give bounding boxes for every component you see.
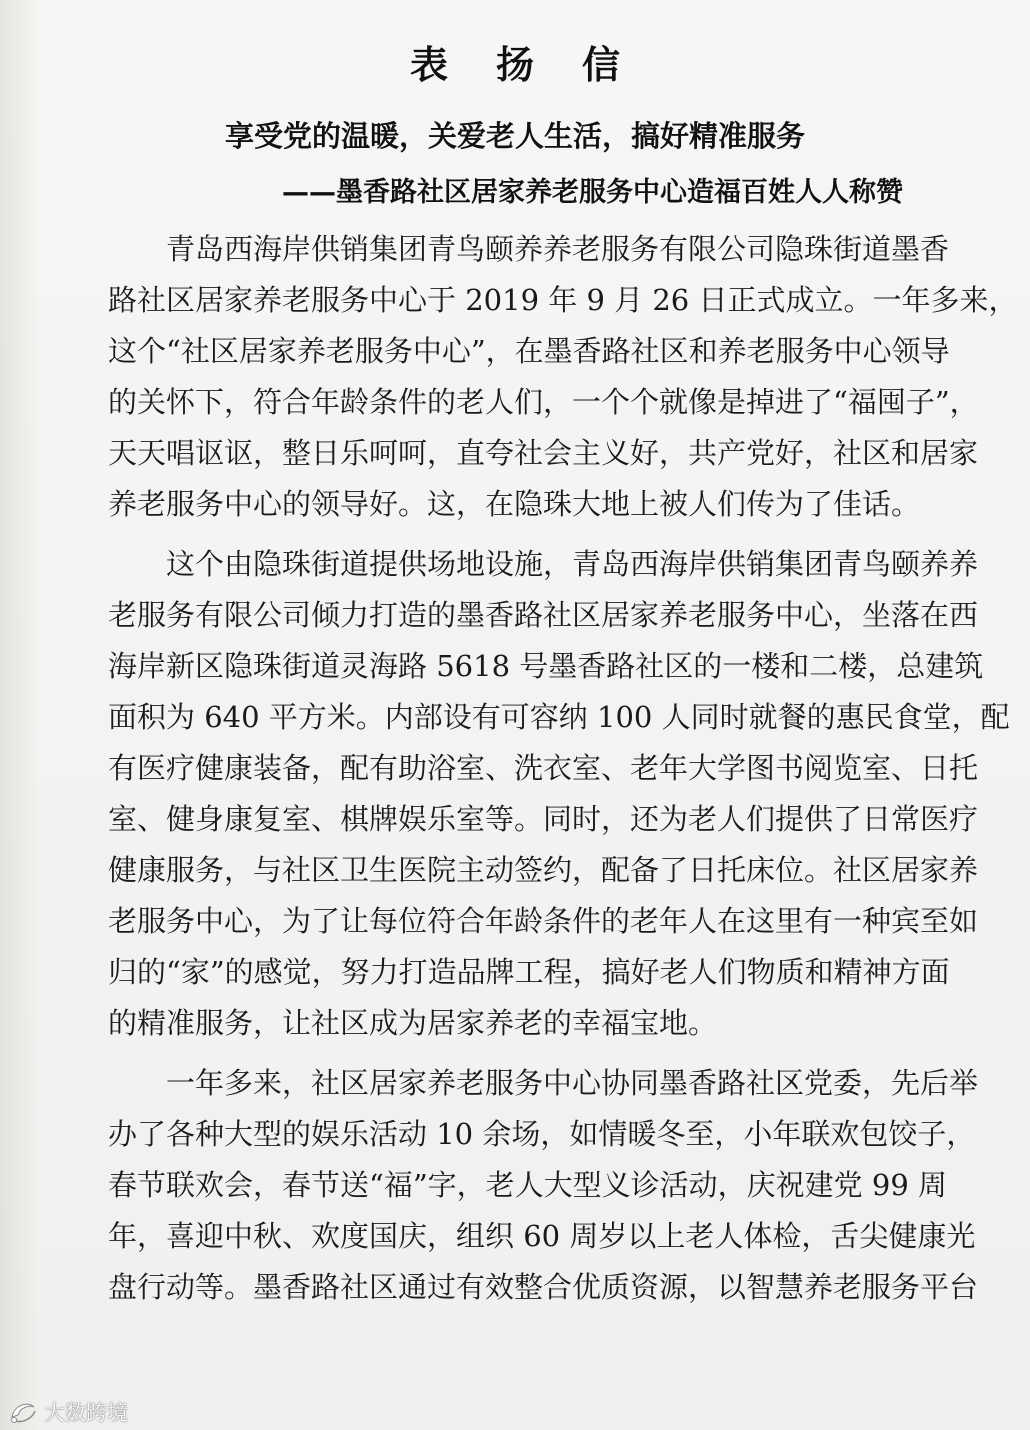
body-line: 这个“社区居家养老服务中心”，在墨香路社区和养老服务中心领导 xyxy=(108,334,950,368)
body-line: 年，喜迎中秋、欢度国庆，组织 60 周岁以上老人体检，舌尖健康光 xyxy=(108,1219,976,1253)
body-line: 路社区居家养老服务中心于 2019 年 9 月 26 日正式成立。一年多来， xyxy=(108,283,1018,317)
body-line: 养老服务中心的领导好。这，在隐珠大地上被人们传为了佳话。 xyxy=(108,487,921,521)
watermark-logo-icon xyxy=(8,1399,38,1425)
body-line: 海岸新区隐珠街道灵海路 5618 号墨香路社区的一楼和二楼，总建筑 xyxy=(108,649,984,683)
body-line: 春节联欢会，春节送“福”字，老人大型义诊活动，庆祝建党 99 周 xyxy=(108,1168,947,1202)
body-line: 老服务中心，为了让每位符合年龄条件的老年人在这里有一种宾至如 xyxy=(108,904,979,938)
body-line: 有医疗健康装备，配有助浴室、洗衣室、老年大学图书阅览室、日托 xyxy=(108,751,979,785)
body-line: 天天唱讴讴，整日乐呵呵，直夸社会主义好，共产党好，社区和居家 xyxy=(108,436,979,470)
body-line: 归的“家”的感觉，努力打造品牌工程，搞好老人们物质和精神方面 xyxy=(108,955,950,989)
document-subhead: ——墨香路社区居家养老服务中心造福百姓人人称赞 xyxy=(282,177,903,208)
body-line: 办了各种大型的娱乐活动 10 余场，如情暖冬至，小年联欢包饺子， xyxy=(108,1117,976,1151)
document-title: 表扬信 xyxy=(409,42,668,87)
document-headline: 享受党的温暖，关爱老人生活，搞好精准服务 xyxy=(224,119,805,153)
body-line: 面积为 640 平方米。内部设有可容纳 100 人同时就餐的惠民食堂，配 xyxy=(108,700,1010,734)
watermark xyxy=(8,1398,128,1426)
body-line: 这个由隐珠街道提供场地设施，青岛西海岸供销集团青鸟颐养养 xyxy=(166,547,979,581)
body-line: 盘行动等。墨香路社区通过有效整合优质资源，以智慧养老服务平台 xyxy=(108,1270,979,1304)
watermark-text: 大数跨境 xyxy=(44,1401,128,1425)
body-line: 老服务有限公司倾力打造的墨香路社区居家养老服务中心，坐落在西 xyxy=(108,598,979,632)
body-line: 一年多来，社区居家养老服务中心协同墨香路社区党委，先后举 xyxy=(166,1066,979,1100)
scan-shadow xyxy=(0,0,40,1430)
body-line: 的精准服务，让社区成为居家养老的幸福宝地。 xyxy=(108,1006,718,1040)
body-line: 室、健身康复室、棋牌娱乐室等。同时，还为老人们提供了日常医疗 xyxy=(108,802,979,836)
body-line: 青岛西海岸供销集团青鸟颐养养老服务有限公司隐珠街道墨香 xyxy=(166,232,950,266)
letter-body xyxy=(108,224,1018,1313)
body-line: 的关怀下，符合年龄条件的老人们，一个个就像是掉进了“福囤子”， xyxy=(108,385,979,419)
body-line: 健康服务，与社区卫生医院主动签约，配备了日托床位。社区居家养 xyxy=(108,853,979,887)
